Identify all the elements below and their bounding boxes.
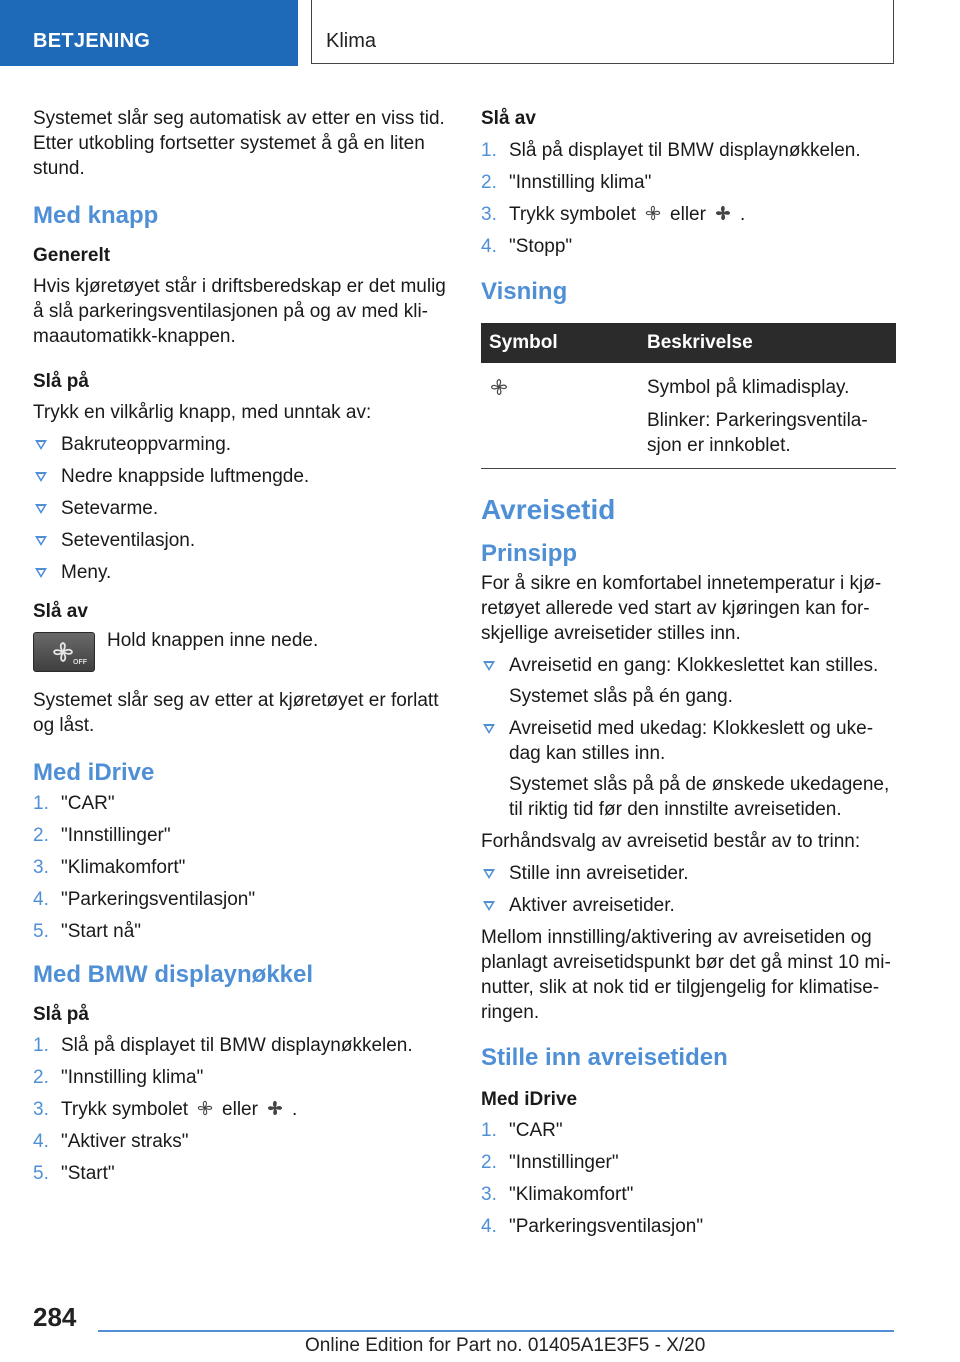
hold-button-text: Hold knappen inne nede. bbox=[107, 630, 319, 651]
heading-visning: Visning bbox=[481, 278, 568, 305]
heading-prinsipp: Prinsipp bbox=[481, 540, 578, 567]
list-item: Avreisetid med ukedag: Klokkeslett og ukedag kan stilles inn. Systemet slås på på de ønskede ukedagene, til riktig tid før den innstilte avreisetiden. bbox=[481, 716, 896, 822]
mellom-paragraph: Mellom innstilling/aktivering av avreisetiden og planlagt avreisetidspunkt bør det gå minst 10 minutter, slik at nok tid er tilgjengelig for klimatiseringen. bbox=[481, 927, 891, 1023]
edition-text: Online Edition for Part no. 01405A1E3F5 - X/20 bbox=[305, 1335, 706, 1356]
sla-pa-paragraph: Trykk en vilkårlig knapp, med unntak av: bbox=[33, 402, 372, 423]
forhand-paragraph: Forhåndsvalg av avreisetid består av to trinn: bbox=[481, 831, 861, 852]
key-on-steps bbox=[33, 1033, 448, 1186]
generelt-paragraph: Hvis kjøretøyet står i driftsberedskap er det mulig å slå parkeringsventilasjonen på og av med klimaautomatikk-knappen. bbox=[33, 276, 446, 347]
page-number: 284 bbox=[33, 1302, 77, 1332]
sla-av-after-paragraph: Systemet slår seg av etter at kjøretøyet er forlatt og låst. bbox=[33, 690, 439, 736]
list-item: 4. "Parkeringsventilasjon" bbox=[33, 889, 256, 910]
off-button-image bbox=[33, 632, 95, 672]
list-item: 5. "Start nå" bbox=[33, 921, 142, 942]
off-label: OFF bbox=[73, 659, 87, 666]
departure-idrive-steps bbox=[481, 1118, 896, 1239]
header-chapter-label: Klima bbox=[326, 30, 377, 52]
list-item: 1. Slå på displayet til BMW displaynøkkelen. bbox=[33, 1035, 413, 1056]
left-column bbox=[33, 106, 448, 1193]
list-item: 4. "Aktiver straks" bbox=[33, 1131, 189, 1152]
idrive-steps bbox=[33, 791, 448, 944]
header-section-label: BETJENING bbox=[33, 30, 151, 52]
right-column bbox=[481, 106, 896, 1246]
header-section-tab bbox=[0, 0, 298, 66]
list-item: Avreisetid en gang: Klokkeslettet kan stilles. Systemet slås på én gang. bbox=[481, 653, 896, 709]
table-header-description: Beskrivelse bbox=[639, 323, 896, 363]
list-item: Nedre knappside luftmengde. bbox=[33, 464, 448, 489]
triangle-bullet-icon bbox=[35, 472, 47, 482]
heading-stille-inn: Stille inn avreisetiden bbox=[481, 1044, 728, 1071]
exception-list bbox=[33, 432, 448, 585]
triangle-bullet-icon bbox=[483, 869, 495, 879]
list-item: 3. Trykk symbolet eller . bbox=[481, 204, 746, 225]
table-header-symbol: Symbol bbox=[481, 323, 639, 363]
triangle-bullet-icon bbox=[35, 568, 47, 578]
prinsipp-paragraph: For å sikre en komfortabel innetemperatur i kjøretøyet allerede ved start av kjøringen kan forskjellige avreisetider stilles inn. bbox=[481, 573, 882, 644]
list-item: 2. "Innstillinger" bbox=[33, 825, 171, 846]
list-item: 2. "Innstilling klima" bbox=[481, 172, 652, 193]
triangle-bullet-icon bbox=[483, 661, 495, 671]
heading-avreisetid: Avreisetid bbox=[481, 494, 616, 525]
triangle-bullet-icon bbox=[35, 536, 47, 546]
list-item: 3. "Klimakomfort" bbox=[481, 1184, 634, 1205]
footer-divider bbox=[98, 1330, 894, 1332]
heading-sla-pa-key: Slå på bbox=[33, 1004, 89, 1025]
fan-outline-icon bbox=[489, 377, 509, 397]
heading-med-knapp: Med knapp bbox=[33, 202, 159, 229]
list-item: Aktiver avreisetider. bbox=[481, 893, 896, 918]
list-item: 3. "Klimakomfort" bbox=[33, 857, 186, 878]
triangle-bullet-icon bbox=[483, 901, 495, 911]
fan-filled-icon bbox=[266, 1099, 284, 1117]
fan-outline-icon bbox=[196, 1099, 214, 1117]
table-row bbox=[481, 363, 896, 469]
triangle-bullet-icon bbox=[35, 440, 47, 450]
symbol-table bbox=[481, 323, 896, 469]
list-item: Meny. bbox=[33, 560, 448, 585]
table-desc-1: Symbol på klimadisplay. bbox=[647, 377, 850, 398]
list-item: Stille inn avreisetider. bbox=[481, 861, 896, 886]
list-item: Setevarme. bbox=[33, 496, 448, 521]
list-item: 5. "Start" bbox=[33, 1163, 115, 1184]
stage-list bbox=[481, 861, 896, 918]
list-item: Seteventilasjon. bbox=[33, 528, 448, 553]
list-item: 1. "CAR" bbox=[33, 793, 115, 814]
triangle-bullet-icon bbox=[483, 724, 495, 734]
list-item: 1. Slå på displayet til BMW displaynøkkelen. bbox=[481, 140, 861, 161]
departure-options-list bbox=[481, 653, 896, 822]
fan-icon bbox=[51, 640, 75, 664]
heading-sla-pa: Slå på bbox=[33, 371, 89, 392]
list-item: 1. "CAR" bbox=[481, 1120, 563, 1141]
fan-outline-icon bbox=[644, 204, 662, 222]
heading-med-idrive: Med iDrive bbox=[33, 759, 155, 786]
list-item: 4. "Parkeringsventilasjon" bbox=[481, 1216, 704, 1237]
triangle-bullet-icon bbox=[35, 504, 47, 514]
heading-generelt: Generelt bbox=[33, 245, 111, 266]
list-item: Bakruteoppvarming. bbox=[33, 432, 448, 457]
heading-sla-av-key: Slå av bbox=[481, 108, 536, 129]
list-item: 3. Trykk symbolet eller . bbox=[33, 1099, 298, 1120]
fan-filled-icon bbox=[714, 204, 732, 222]
heading-sla-av: Slå av bbox=[33, 601, 88, 622]
table-desc-2: Blinker: Parkeringsventilasjon er innkoblet. bbox=[647, 410, 868, 456]
header-chapter-box bbox=[311, 0, 894, 64]
heading-med-idrive-right: Med iDrive bbox=[481, 1089, 578, 1110]
list-item: 2. "Innstillinger" bbox=[481, 1152, 619, 1173]
intro-paragraph: Systemet slår seg automatisk av etter en viss tid. Etter utkobling fortsetter systemet å gå en liten stund. bbox=[33, 108, 445, 179]
list-item: 4. "Stopp" bbox=[481, 236, 573, 257]
key-off-steps bbox=[481, 138, 896, 259]
button-instruction-row bbox=[33, 632, 448, 676]
list-item: 2. "Innstilling klima" bbox=[33, 1067, 204, 1088]
heading-med-displaynokkel: Med BMW displaynøkkel bbox=[33, 961, 314, 988]
